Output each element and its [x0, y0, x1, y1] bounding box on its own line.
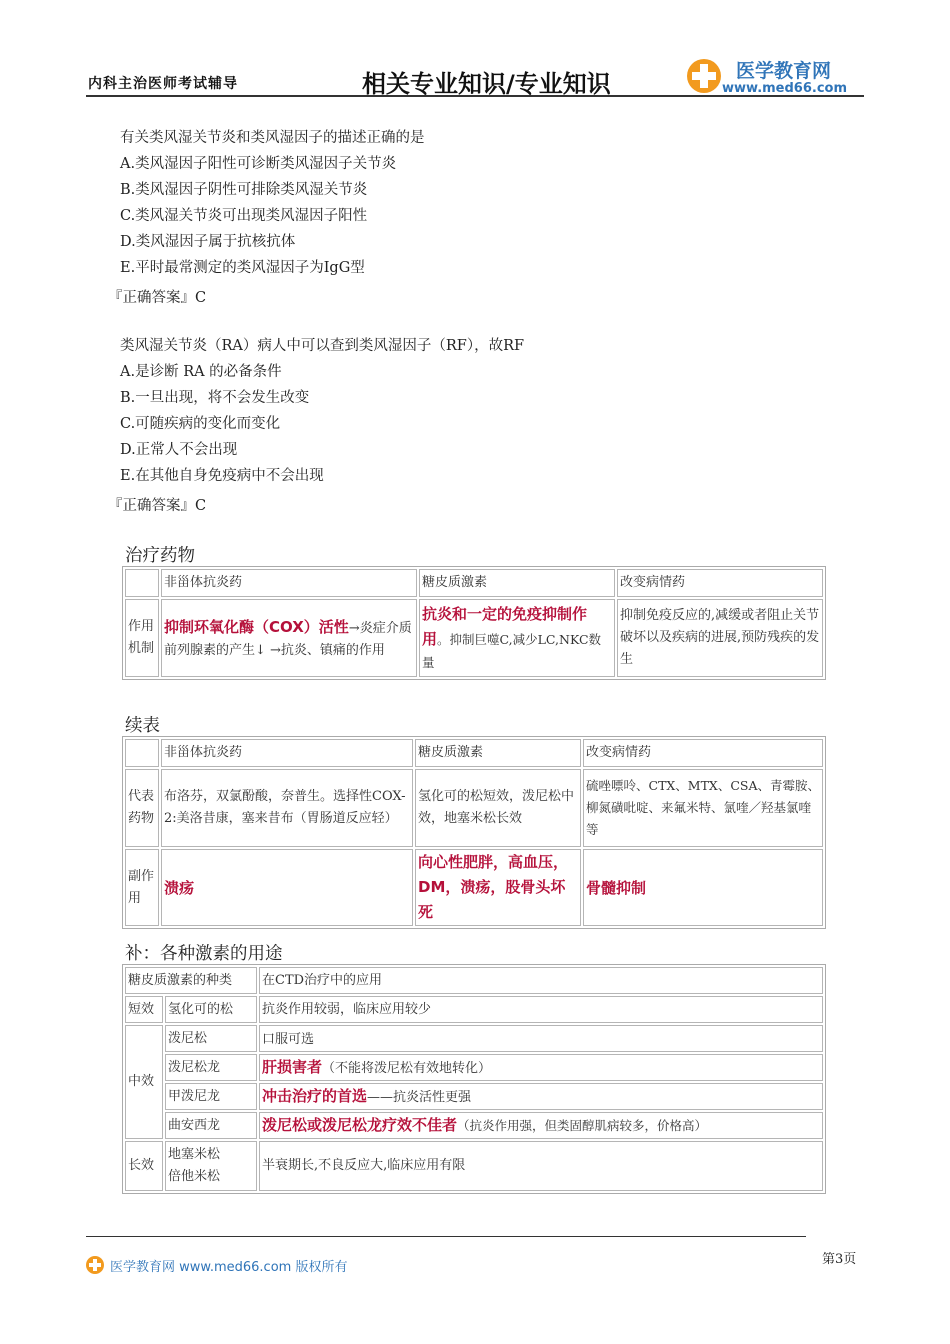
- table1-header-corner: [125, 569, 159, 597]
- table1-row-label: 作用机制: [125, 599, 159, 677]
- logo-url: www.med66.com: [722, 81, 848, 96]
- q2-option-d: D.正常人不会出现: [120, 442, 238, 458]
- q1-option-b: B.类风湿因子阴性可排除类风湿关节炎: [120, 182, 368, 198]
- table2-header-dmard: 改变病情药: [583, 739, 823, 767]
- table3-header-type: 糖皮质激素的种类: [125, 967, 257, 994]
- table2-steroid-sideeffect: 向心性肥胖，高血压，DM，溃疡，股骨头坏死: [415, 849, 581, 926]
- table3-mid-label: 中效: [125, 1025, 163, 1139]
- continued-table: [122, 736, 826, 929]
- table2-header-corner: [125, 739, 159, 767]
- table3-short-label: 短效: [125, 996, 163, 1023]
- table2-row1-label: 代表药物: [125, 769, 159, 847]
- table2-dmard-sideeffect: 骨髓抑制: [583, 849, 823, 926]
- table3-mid-drug: 甲泼尼龙: [165, 1083, 257, 1110]
- nsaid-mechanism-text: →炎症介质前列腺素的产生↓ →抗炎、镇痛的作用: [164, 620, 412, 658]
- table1-header-steroid: 糖皮质激素: [419, 569, 615, 597]
- table3-mid-use: 口服可选: [259, 1025, 823, 1052]
- table2-nsaid-sideeffect: 溃疡: [161, 849, 413, 926]
- table2-steroid-drugs: 氢化可的松短效，泼尼松中效，地塞米松长效: [415, 769, 581, 847]
- table3-mid-use: 冲击治疗的首选——抗炎活性更强: [259, 1083, 823, 1110]
- page-number: 第3页: [822, 1252, 857, 1267]
- header-left-title: 内科主治医师考试辅导: [88, 76, 238, 92]
- footer-logo-icon: [84, 1254, 106, 1276]
- q1-stem: 有关类风湿关节炎和类风湿因子的描述正确的是: [120, 130, 425, 146]
- steroid-mechanism-text: 。抑制巨噬C,减少LC,NKC数量: [422, 631, 602, 670]
- nsaid-mechanism-highlight: 抑制环氧化酶（COX）活性: [164, 617, 349, 636]
- table3-short-drug: 氢化可的松: [165, 996, 257, 1023]
- q2-option-a: A.是诊断 RA 的必备条件: [120, 364, 282, 380]
- table2-header-steroid: 糖皮质激素: [415, 739, 581, 767]
- q2-option-e: E.在其他自身免疫病中不会出现: [120, 468, 324, 484]
- table2-header-nsaid: 非甾体抗炎药: [161, 739, 413, 767]
- table3-long-drugs: 地塞米松 倍他米松: [165, 1141, 257, 1191]
- table3-short-use: 抗炎作用较弱，临床应用较少: [259, 996, 823, 1023]
- steroid-mechanism-highlight: 抗炎和一定的免疫抑制作用: [422, 604, 588, 648]
- table3-mid-drug: 曲安西龙: [165, 1112, 257, 1139]
- table1-header-dmard: 改变病情药: [617, 569, 823, 597]
- q1-option-a: A.类风湿因子阳性可诊断类风湿因子关节炎: [120, 156, 397, 172]
- table2-nsaid-drugs: 布洛芬，双氯酚酸，奈普生。选择性COX-2:美洛昔康，塞来昔布（胃肠道反应轻）: [161, 769, 413, 847]
- table3-mid-drug: 泼尼松: [165, 1025, 257, 1052]
- table2-dmard-drugs: 硫唑嘌呤、CTX、MTX、CSA、青霉胺、柳氮磺吡啶、来氟米特、氯喹／羟基氯喹等: [583, 769, 823, 847]
- q2-stem: 类风湿关节炎（RA）病人中可以查到类风湿因子（RF），故RF: [120, 338, 525, 354]
- table1-nsaid-mechanism: [161, 599, 417, 677]
- q1-option-c: C.类风湿关节炎可出现类风湿因子阳性: [120, 208, 368, 224]
- treatment-drugs-table: [122, 566, 826, 680]
- logo-name: 医学教育网: [736, 60, 832, 82]
- table3-header-use: 在CTD治疗中的应用: [259, 967, 823, 994]
- table3-mid-drug: 泼尼松龙: [165, 1054, 257, 1081]
- table2-title: 续表: [125, 716, 160, 736]
- footer-rule: [86, 1236, 806, 1237]
- table1-header-nsaid: 非甾体抗炎药: [161, 569, 417, 597]
- q1-option-e: E.平时最常测定的类风湿因子为IgG型: [120, 260, 365, 276]
- q1-option-d: D.类风湿因子属于抗核抗体: [120, 234, 296, 250]
- q1-answer: 『正确答案』C: [108, 290, 207, 306]
- q2-option-b: B.一旦出现，将不会发生改变: [120, 390, 310, 406]
- table2-row2-label: 副作用: [125, 849, 159, 926]
- table1-title: 治疗药物: [125, 546, 195, 566]
- steroid-uses-table: [122, 964, 826, 1194]
- q2-answer: 『正确答案』C: [108, 498, 207, 514]
- table1-dmard-mechanism: 抑制免疫反应的,减缓或者阻止关节破坏以及疾病的进展,预防残疾的发生: [617, 599, 823, 677]
- table3-mid-use: 泼尼松或泼尼松龙疗效不佳者（抗炎作用强，但类固醇肌病较多，价格高）: [259, 1112, 823, 1139]
- q2-option-c: C.可随疾病的变化而变化: [120, 416, 281, 432]
- table3-title: 补：各种激素的用途: [125, 944, 283, 964]
- table1-steroid-mechanism: [419, 599, 615, 677]
- table3-mid-use: 肝损害者（不能将泼尼松有效地转化）: [259, 1054, 823, 1081]
- header-center-title: 相关专业知识/专业知识: [362, 70, 611, 98]
- table3-long-label: 长效: [125, 1141, 163, 1191]
- footer-copyright: 医学教育网 www.med66.com 版权所有: [110, 1260, 348, 1275]
- header-rule: [86, 95, 864, 97]
- table3-long-use: 半衰期长,不良反应大,临床应用有限: [259, 1141, 823, 1191]
